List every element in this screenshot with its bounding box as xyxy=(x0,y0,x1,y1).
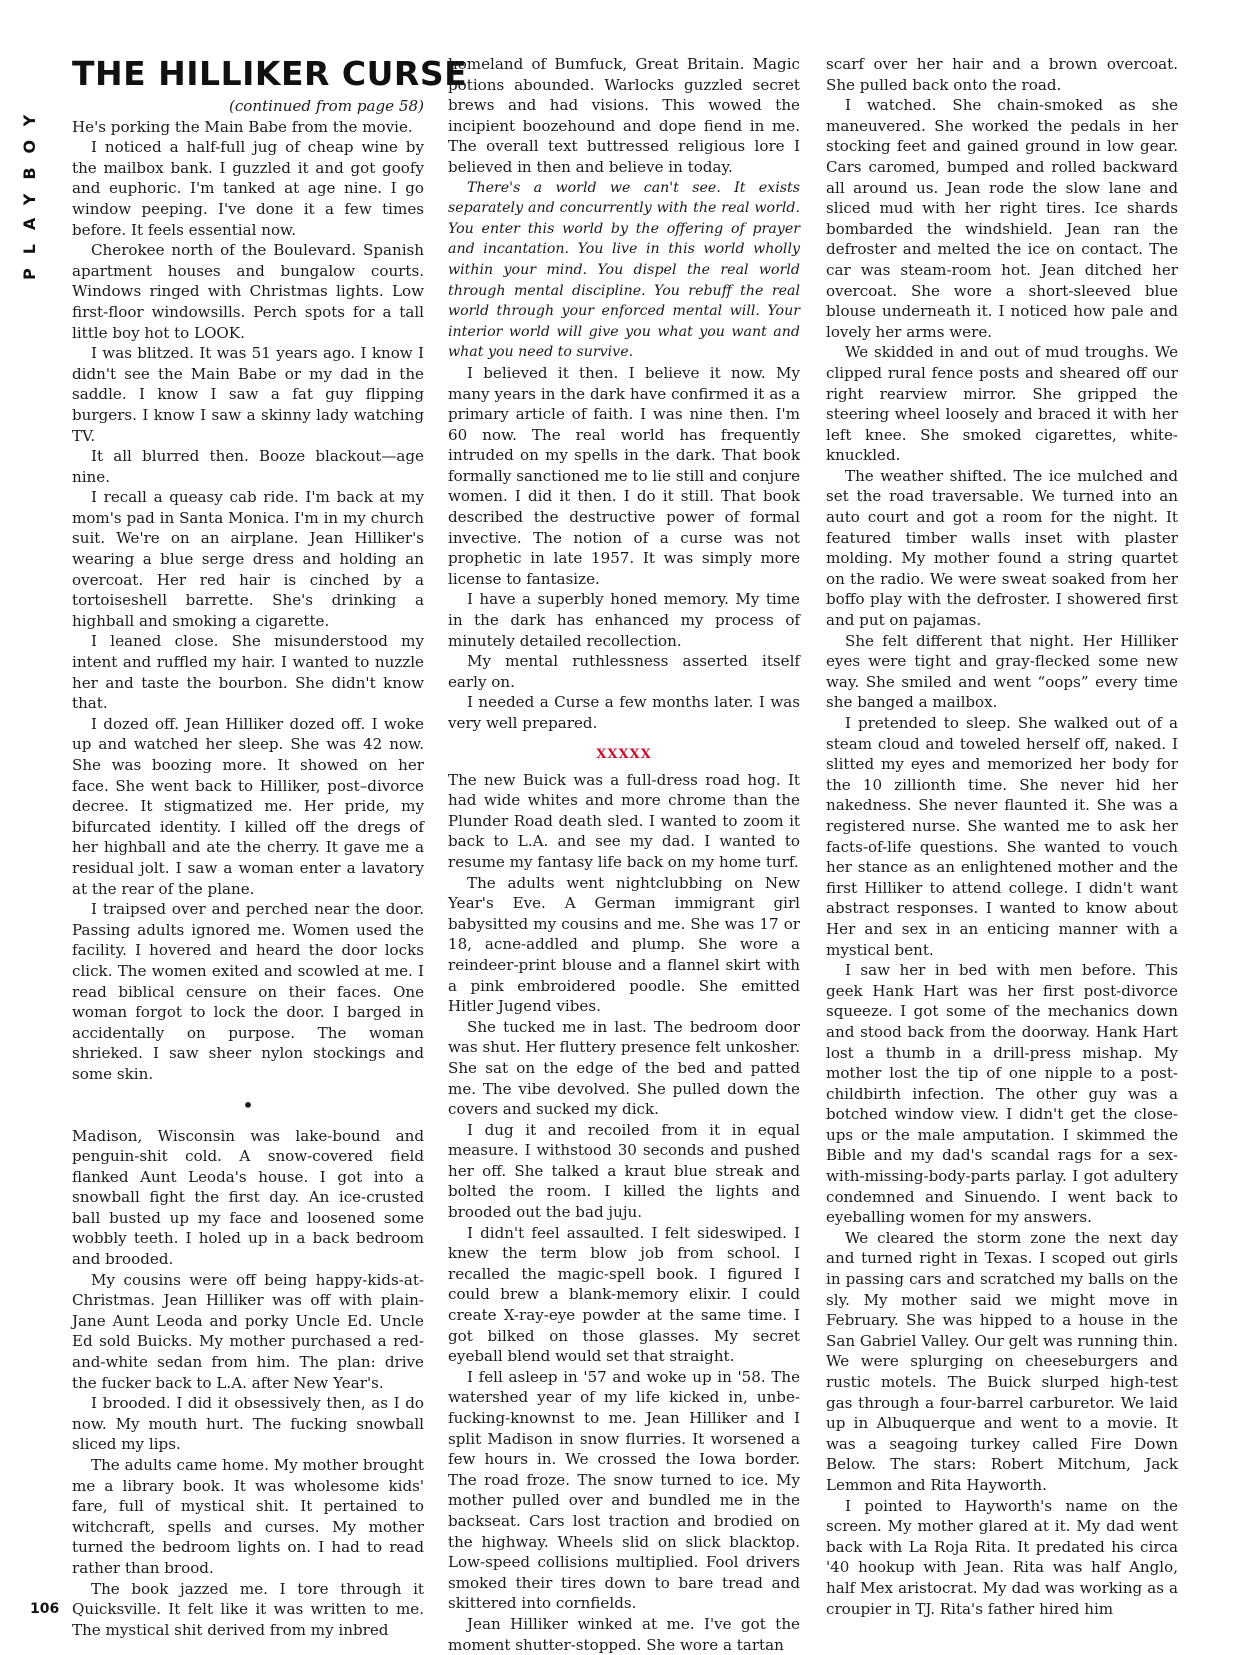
article-title: THE HILLIKER CURSE xyxy=(72,54,468,93)
paragraph: We cleared the storm zone the next day and turned right in Texas. I scoped out girls in passing cars and scratched my balls on the sly. My mother said we might move in February. She was hipped to a house in the San Gabriel Valley. Our gelt was running thin. We were splurging on cheeseburgers and rustic motels. The Buick slurped high-test gas through a four-barrel carburetor. We laid up in Albuquerque and went to a movie. It was a seagoing turkey called Fire Down Below. The stars: Robert Mitchum, Jack Lemmon and Rita Hayworth. xyxy=(826,1228,1178,1494)
paragraph: I dug it and recoiled from it in equal measure. I withstood 30 seconds and pushed her off. She talked a kraut blue streak and bolted the room. I killed the lights and brooded out the bad juju. xyxy=(448,1120,800,1222)
italic-quote-block xyxy=(448,178,800,363)
paragraph: She tucked me in last. The bedroom door was shut. Her fluttery presence felt unkosher. She sat on the edge of the bed and patted me. The vibe devolved. She pulled down the covers and sucked my dick. xyxy=(448,1017,800,1119)
paragraph: Jean Hilliker winked at me. I've got the moment shutter-stopped. She wore a tartan xyxy=(448,1614,800,1654)
paragraph: I pretended to sleep. She walked out of a steam cloud and toweled herself off, naked. I slitted my eyes and memorized her body for the 10 zillionth time. She never hid her nakedness. She never flaunted it. She was a registered nurse. She wanted me to ask her facts-of-life questions. She wanted to vouch her stance as an enlightened mother and the first Hilliker to attend college. I didn't want abstract responses. I wanted to know about Her and sex in an enticing manner with a mystical bent. xyxy=(826,714,1178,959)
paragraph: The weather shifted. The ice mulched and set the road traversable. We turned into an auto court and got a room for the night. It featured timber walls inset with plaster molding. My mother found a string quartet on the radio. We were sweat soaked from her boffo play with the defroster. I showered first and put on pajamas. xyxy=(826,466,1178,630)
paragraph: I pointed to Hayworth's name on the screen. My mother glared at it. My dad went back with La Roja Rita. It predated his circa '40 hookup with Jean. Rita was half Anglo, half Mex aristocrat. My dad was working as a croupier in TJ. Rita's father hired him xyxy=(826,1496,1178,1618)
paragraph: I didn't feel assaulted. I felt sideswiped. I knew the term blow job from school. I recalled the magic-spell book. I figured I could brew a blank-memory elixir. I could create X-ray-eye powder at the same time. I got bilked on those glasses. My secret eyeball blend would set that straight. xyxy=(448,1223,800,1366)
paragraph: It all blurred then. Booze blackout—age nine. xyxy=(72,447,424,486)
paragraph: He's porking the Main Babe from the movie. xyxy=(72,117,413,136)
paragraph: The adults went nightclubbing on New Year's Eve. A German immigrant girl babysitted my cousins and me. She was 17 or 18, acne-addled and plump. She wore a reindeer-print blouse and a flannel skirt with a pink embroidered poodle. She emitted Hitler Jugend vibes. xyxy=(448,873,800,1016)
quote-text: There's a world we can't see. It exists separately and concurrently with the real world. You enter this world by the offering of prayer and incantation. You live in this world wholly within your mind. You dispel the real world through mental discipline. You rebuff the real world through your enforced mental will. Your interior world will give you what you want and what you need to survive. xyxy=(448,179,800,361)
paragraph: I noticed a half-full jug of cheap wine by the mailbox bank. I guzzled it and got goofy and euphoric. I'm tanked at age nine. I go window peeping. I've done it a few times before. It feels essential now. xyxy=(72,138,424,239)
column-2 xyxy=(448,54,800,1655)
paragraph: The new Buick was a full-dress road hog. It had wide whites and more chrome than the Plunder Road death sled. I wanted to zoom it back to L.A. and see my dad. I wanted to resume my fantasy life back on my home turf. xyxy=(448,770,800,871)
paragraph: I traipsed over and perched near the door. Passing adults ignored me. Women used the facility. I hovered and heard the door locks click. The women exited and scowled at me. I read biblical censure on their faces. One woman forgot to lock the door. I barged in accidentally on purpose. The woman shrieked. I saw sheer nylon stockings and some skin. xyxy=(72,900,424,1083)
paragraph: I believed it then. I believe it now. My many years in the dark have confirmed it as a primary article of faith. I was nine then. I'm 60 now. The real world has frequently intruded on my spells in the dark. That book formally sanctioned me to lie still and conjure women. I did it then. I do it still. That book described the destructive power of formal invective. The notion of a curse was not prophetic in late 1957. It was simply more license to fantasize. xyxy=(448,363,800,588)
paragraph: I watched. She chain-smoked as she maneuvered. She worked the pedals in her stocking feet and gained ground in low gear. Cars caromed, bumped and rolled backward all around us. Jean rode the slow lane and sliced mud with her right tires. Ice shards bombarded the windshield. Jean ran the defroster and melted the ice on contact. The car was steam-room hot. Jean ditched her overcoat. She wore a short-sleeved blue blouse underneath it. I noticed how pale and lovely her arms were. xyxy=(826,96,1178,341)
paragraph: She felt different that night. Her Hilliker eyes were tight and gray-flecked some new way. She smiled and went “oops” every time she banged a mailbox. xyxy=(826,631,1178,712)
column-1 xyxy=(72,54,468,1640)
paragraph: Cherokee north of the Boulevard. Spanish apartment houses and bungalow courts. Windows ringed with Christmas lights. Low first-floor windowsills. Perch spots for a tall little boy hot to LOOK. xyxy=(72,241,424,342)
paragraph: I leaned close. She misunderstood my intent and ruffled my hair. I wanted to nuzzle her and taste the bourbon. She didn't know that. xyxy=(72,632,424,713)
paragraph: The adults came home. My mother brought me a library book. It was wholesome kids' fare, full of mystical shit. It pertained to witchcraft, spells and curses. My mother turned the bedroom lights on. I had to read rather than brood. xyxy=(72,1456,424,1577)
paragraph: homeland of Bumfuck, Great Britain. Magic potions abounded. Warlocks guzzled secret brews and had visions. This wowed the incipient boozehound and dope fiend in me. The overall text buttressed religious lore I believed in then and believe in today. xyxy=(448,55,800,176)
paragraph: I recall a queasy cab ride. I'm back at my mom's pad in Santa Monica. I'm in my church suit. We're on an airplane. Jean Hilliker's wearing a blue serge dress and holding an overcoat. Her red hair is cinched by a tortoiseshell barrette. She's drinking a highball and smoking a cigarette. xyxy=(72,488,424,630)
continued-note: (continued from page 58) xyxy=(228,97,424,115)
paragraph: I dozed off. Jean Hilliker dozed off. I woke up and watched her sleep. She was 42 now. She was boozing more. It showed on her face. She went back to Hilliker, post–divorce decree. It stigmatized me. Her pride, my bifurcated identity. I killed off the dregs of her highball and ate the cherry. It gave me a residual jolt. I saw a woman enter a lavatory at the rear of the plane. xyxy=(72,714,424,898)
paragraph: The book jazzed me. I tore through it Quicksville. It felt like it was written to me. The mystical shit derived from my inbred xyxy=(72,1579,424,1639)
paragraph: scarf over her hair and a brown overcoat. She pulled back onto the road. xyxy=(826,55,1178,94)
section-separator-xxx: XXXXX xyxy=(596,746,652,762)
paragraph: I brooded. I did it obsessively then, as I do now. My mouth hurt. The fucking snowball sliced my lips. xyxy=(72,1394,424,1454)
paragraph: I saw her in bed with men before. This geek Hank Hart was her first post-divorce squeeze. I got some of the mechanics down and stood back from the doorway. Hank Hart lost a thumb in a drill-press mishap. My mother lost the tip of one nipple to a post-childbirth infection. The other guy was a botched window view. I didn't get the close-ups or the male amputation. I skimmed the Bible and my dad's scandal rags for a sex-with-missing-body-parts parlay. I got adultery condemned and Sinuendo. I went back to eyeballing women for my answers. xyxy=(826,961,1178,1227)
page-number: 106 xyxy=(30,1601,60,1617)
paragraph: I was blitzed. It was 51 years ago. I know I didn't see the Main Babe or my dad in the saddle. I know I saw a fat guy flipping burgers. I know I saw a skinny lady watching TV. xyxy=(72,344,424,445)
paragraph: My mental ruthlessness asserted itself early on. xyxy=(448,652,800,691)
paragraph: I fell asleep in '57 and woke up in '58. The watershed year of my life kicked in, unbe-fucking-knownst to me. Jean Hilliker and I split Madison in snow flurries. It worsened a few hours in. We crossed the Iowa border. The road froze. The snow turned to ice. My mother pulled over and bundled me in the backseat. Cars lost traction and brodied on the highway. Wheels slid on slick blacktop. Low-speed collisions multiplied. Fool drivers smoked their tires down to bare tread and skittered into cornfields. xyxy=(448,1367,800,1613)
column-3 xyxy=(826,54,1178,1619)
paragraph: I needed a Curse a few months later. I was very well prepared. xyxy=(448,693,800,732)
masthead: PLAYBOY xyxy=(20,100,39,280)
paragraph: I have a superbly honed memory. My time in the dark has enhanced my process of minutely detailed recollection. xyxy=(448,590,800,650)
section-separator-dot: • xyxy=(242,1092,254,1117)
paragraph: My cousins were off being happy-kids-at-Christmas. Jean Hilliker was off with plain-Jane Aunt Leoda and porky Uncle Ed. Uncle Ed sold Buicks. My mother purchased a red-and-white sedan from him. The plan: drive the fucker back to L.A. after New Year's. xyxy=(72,1270,424,1392)
paragraph: Madison, Wisconsin was lake-bound and penguin-shit cold. A snow-covered field flanked Aunt Leoda's house. I got into a snowball fight the first day. An ice-crusted ball busted up my face and loosened some wobbly teeth. I holed up in a back bedroom and brooded. xyxy=(72,1126,424,1269)
paragraph: We skidded in and out of mud troughs. We clipped rural fence posts and sheared off our right rearview mirror. She gripped the steering wheel loosely and braced it with her left knee. She smoked cigarettes, white-knuckled. xyxy=(826,343,1178,465)
